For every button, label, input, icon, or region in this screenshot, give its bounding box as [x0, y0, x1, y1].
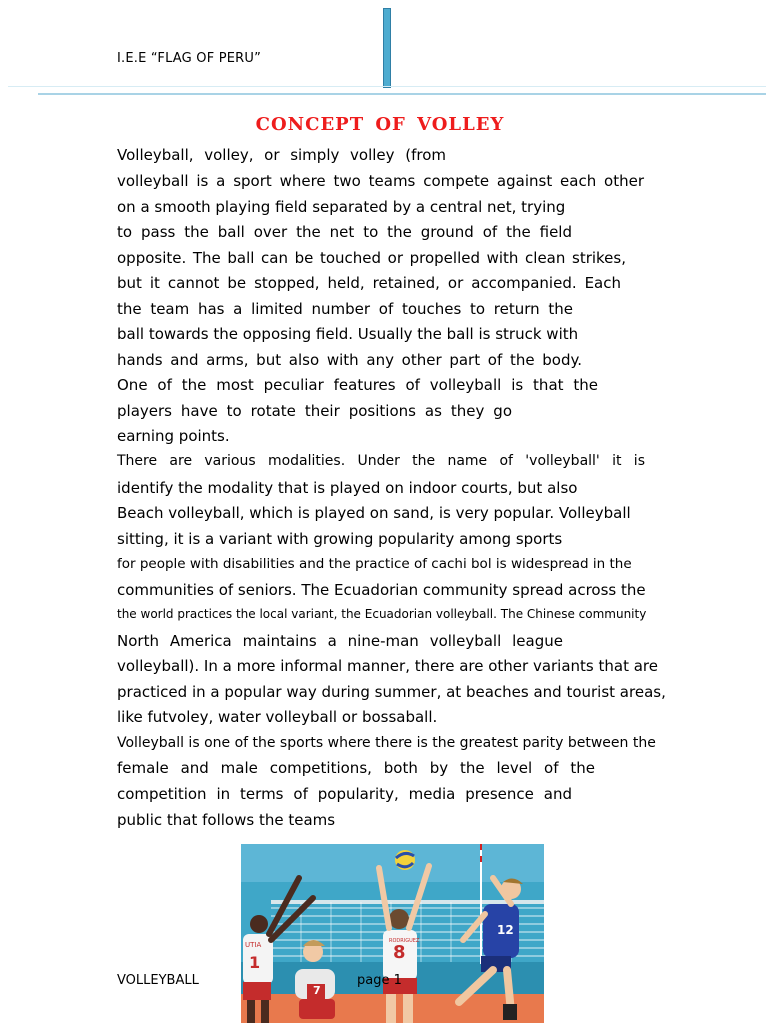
body-line-21: volleyball). In a more informal manner, there are other variants that are	[117, 657, 658, 675]
body-line-11: players have to rotate their positions as they go	[117, 402, 512, 420]
volleyball-match-photo	[241, 844, 544, 1023]
body-line-25: female and male competitions, both by the level of the	[117, 759, 595, 777]
body-line-16: sitting, it is a variant with growing popularity among sports	[117, 530, 563, 548]
body-line-7: the team has a limited number of touches to return the	[117, 300, 573, 318]
body-line-26: competition in terms of popularity, media presence and	[117, 785, 572, 803]
body-line-13: There are various modalities. Under the name of 'volleyball' it is	[117, 453, 645, 469]
body-line-8: ball towards the opposing field. Usually the ball is struck with	[117, 325, 579, 343]
body-line-12: earning points.	[117, 427, 230, 445]
header-divider	[38, 93, 766, 95]
jersey-number-7: 7	[313, 984, 321, 997]
document-title: CONCEPT OF VOLLEY	[255, 114, 505, 135]
body-line-24: Volleyball is one of the sports where there is the greatest parity between the	[117, 735, 656, 751]
header-divider-thin	[8, 86, 766, 87]
jersey-number-8: 8	[393, 942, 406, 963]
body-line-22: practiced in a popular way during summer, at beaches and tourist areas,	[117, 683, 666, 701]
page-number: page 1	[357, 973, 402, 988]
body-line-14: identify the modality that is played on indoor courts, but also	[117, 479, 578, 497]
footer-title: VOLLEYBALL	[117, 973, 199, 988]
body-line-23: like futvoley, water volleyball or bossaball.	[117, 708, 438, 726]
jersey-number-1: 1	[249, 953, 261, 972]
body-line-9: hands and arms, but also with any other part of the body.	[117, 351, 582, 369]
body-line-10: One of the most peculiar features of volleyball is that the	[117, 376, 598, 394]
header-school-name: I.E.E “FLAG OF PERU”	[117, 51, 262, 66]
body-line-3: on a smooth playing field separated by a central net, trying	[117, 198, 566, 216]
body-line-4: to pass the ball over the net to the ground of the field	[117, 223, 572, 241]
body-line-19: the world practices the local variant, the Ecuadorian volleyball. The Chinese community	[117, 607, 647, 621]
jersey-name-rodriguez: RODRIGUEZ	[389, 938, 420, 944]
body-line-18: communities of seniors. The Ecuadorian community spread across the	[117, 581, 646, 599]
header-accent-bar	[383, 8, 391, 88]
body-line-15: Beach volleyball, which is played on sand, is very popular. Volleyball	[117, 504, 631, 522]
body-line-6: but it cannot be stopped, held, retained, or accompanied. Each	[117, 274, 621, 292]
body-line-2: volleyball is a sport where two teams compete against each other	[117, 172, 644, 190]
body-line-20: North America maintains a nine-man volleyball league	[117, 632, 563, 650]
body-line-27: public that follows the teams	[117, 811, 336, 829]
jersey-number-12: 12	[497, 923, 514, 937]
body-line-5: opposite. The ball can be touched or propelled with clean strikes,	[117, 249, 626, 267]
jersey-name-utia: UTIA	[245, 941, 262, 949]
body-line-17: for people with disabilities and the practice of cachi bol is widespread in the	[117, 556, 632, 572]
body-line-1: Volleyball, volley, or simply volley (from	[117, 146, 446, 164]
